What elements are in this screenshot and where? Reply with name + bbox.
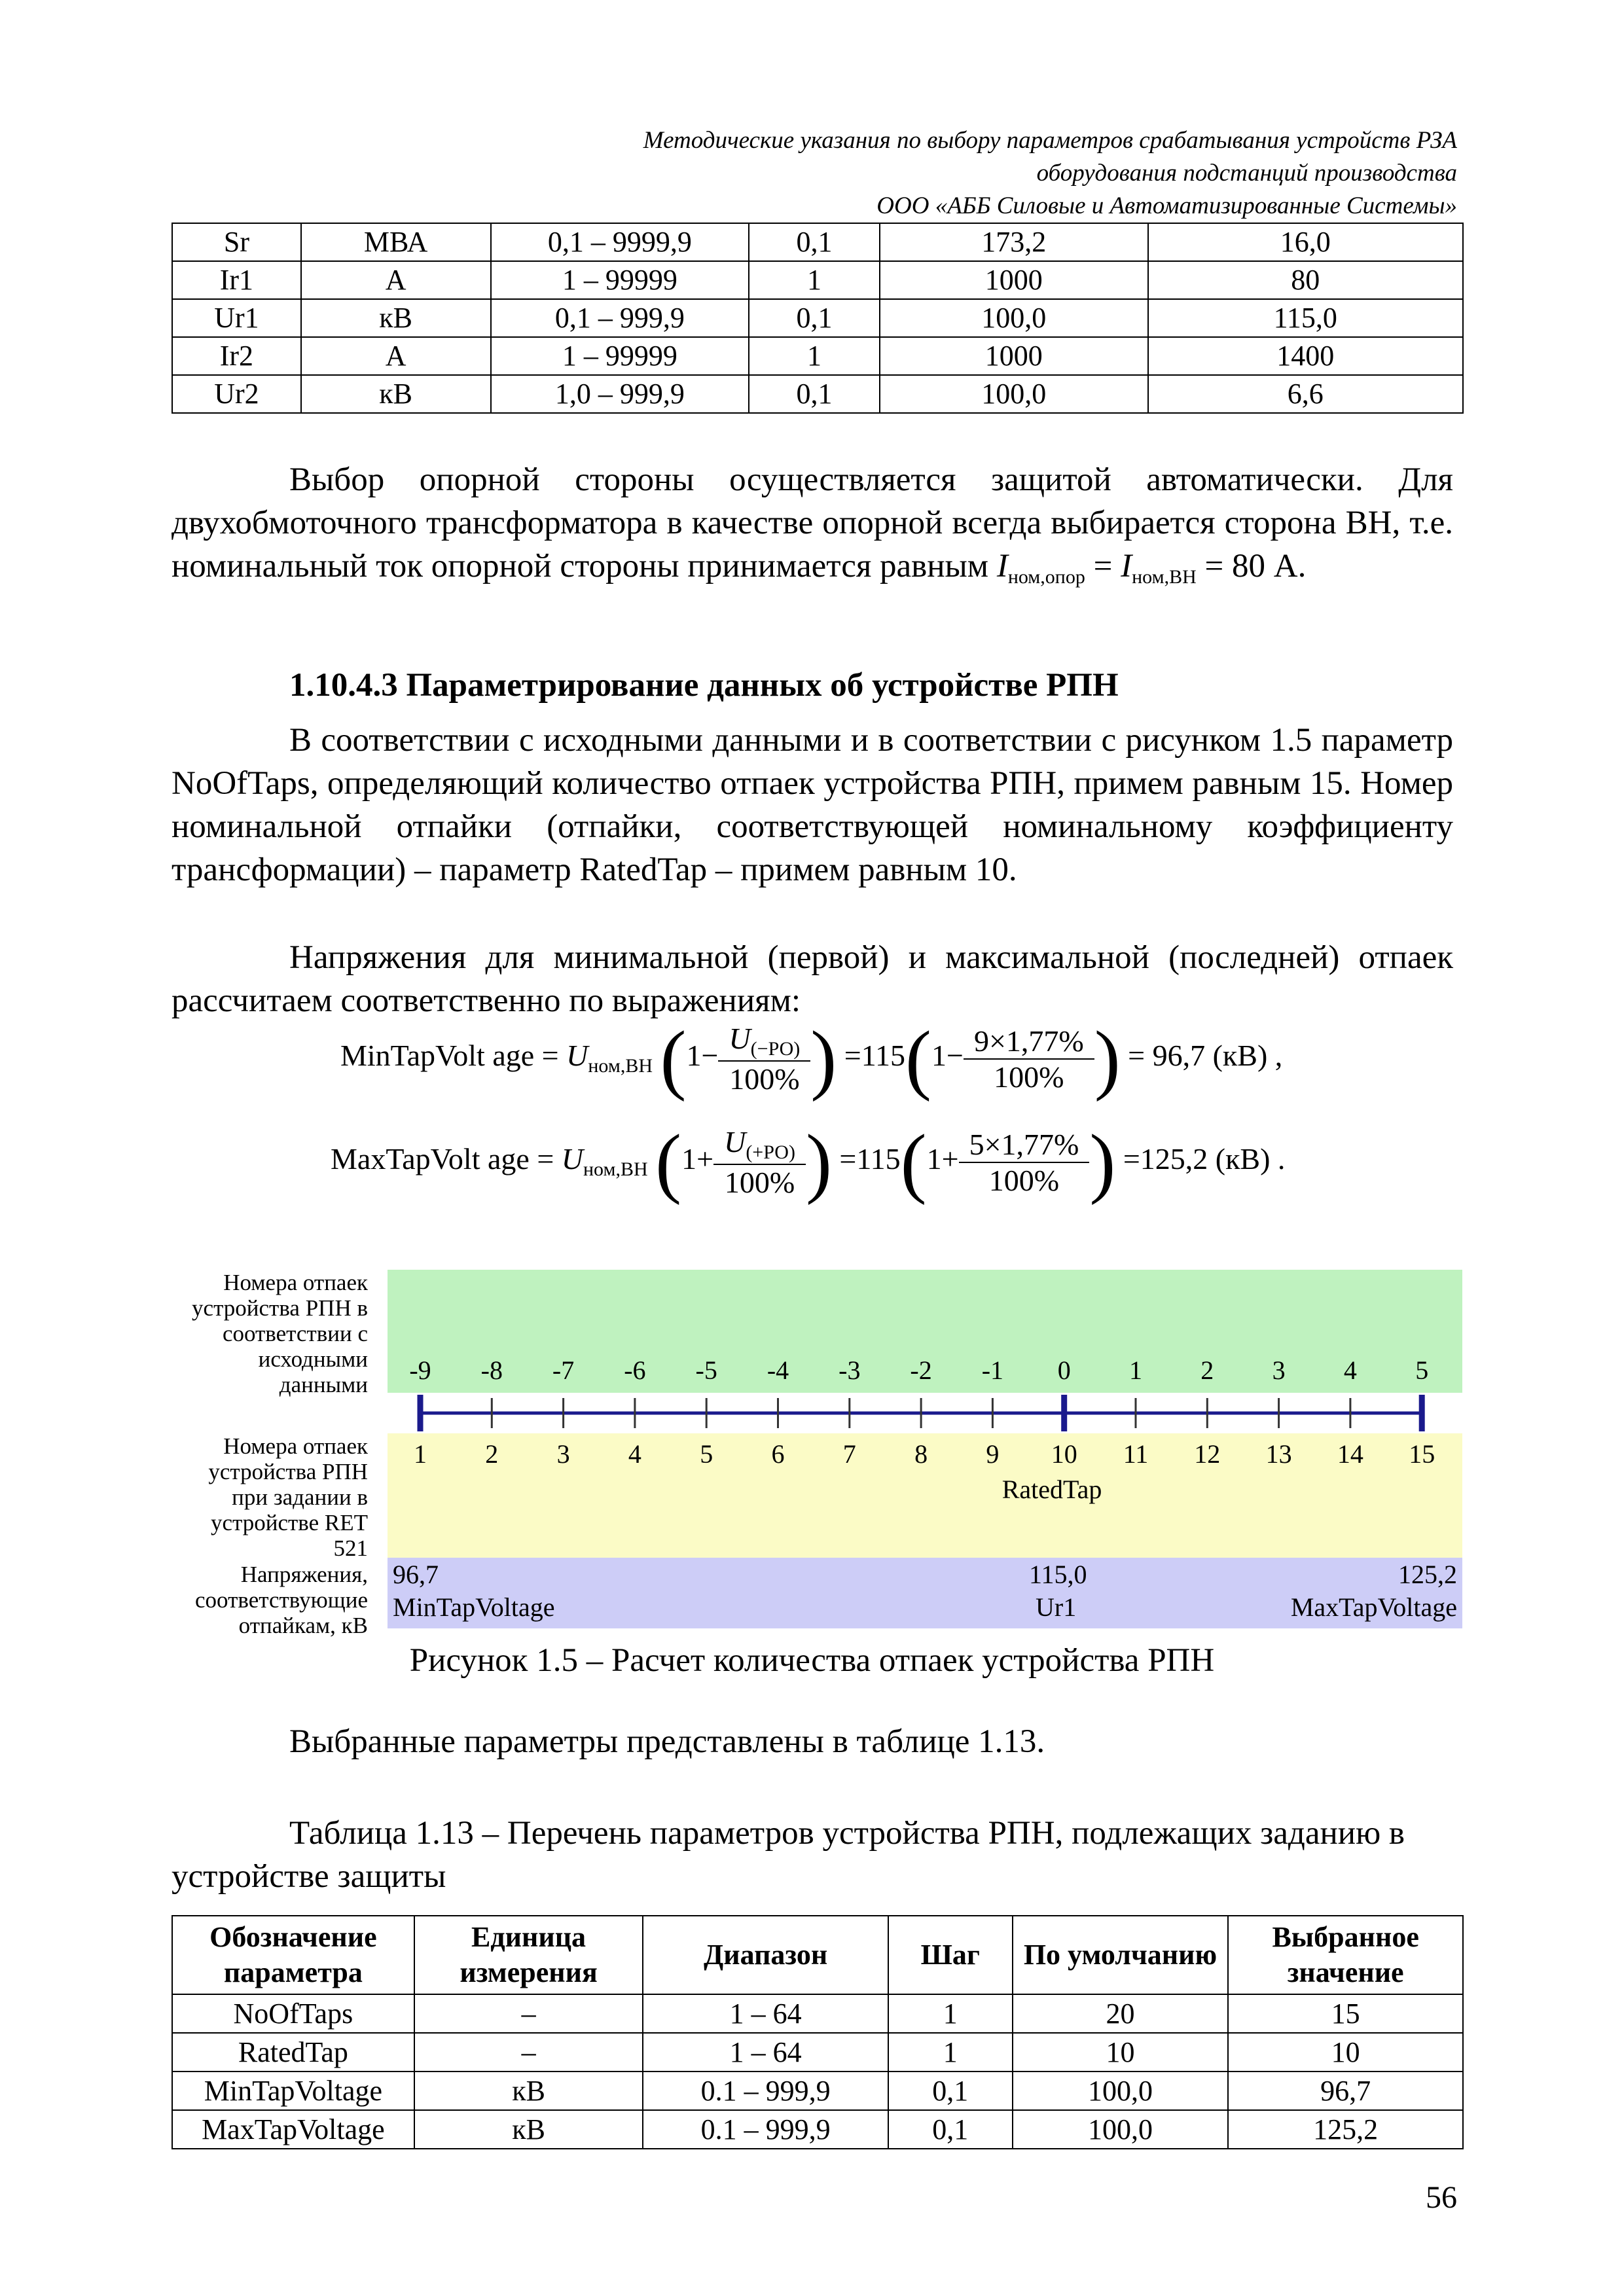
formula-subscript: ном,опор [1007, 566, 1085, 588]
formula-fraction [959, 1127, 1090, 1198]
source-tap-number: -5 [695, 1355, 717, 1385]
table-cell: Ur2 [172, 375, 301, 413]
transformer-parameters-table [171, 223, 1464, 414]
table-cell: 20 [1013, 1994, 1229, 2033]
v-min-value: 96,7 [393, 1560, 439, 1589]
column-header: Диапазон [643, 1916, 888, 1994]
device-tap-number: 9 [986, 1439, 1000, 1469]
table-cell: MaxTapVoltage [172, 2110, 414, 2149]
table-row [172, 223, 1463, 261]
band-tap-voltages [388, 1558, 1462, 1628]
table-cell: 115,0 [1148, 299, 1464, 337]
table-cell: 0,1 – 999,9 [491, 299, 749, 337]
formula-u: U [566, 1039, 588, 1073]
running-header [643, 124, 1457, 223]
table-cell: 80 [1148, 261, 1464, 299]
table-cell: А [301, 337, 491, 375]
paren-open: ( [655, 1118, 682, 1206]
table-cell: Ir2 [172, 337, 301, 375]
device-tap-number: 3 [556, 1439, 570, 1469]
table-cell: 1 [749, 261, 880, 299]
section-title: 1.10.4.3 Параметрирование данных об устройстве РПН [289, 667, 1119, 704]
device-tap-number: 12 [1194, 1439, 1221, 1469]
fraction-num: 5×1,77% [959, 1127, 1090, 1163]
formula-one2: 1+ [926, 1142, 959, 1176]
source-tap-number: -3 [839, 1355, 861, 1385]
table-cell: 1000 [880, 261, 1148, 299]
label-source-taps: Номера отпаек устройства РПН в соответствии с исходными данными [192, 1270, 368, 1397]
device-tap-number: 4 [628, 1439, 641, 1469]
source-tap-number: -1 [981, 1355, 1004, 1385]
device-tap-number: 8 [914, 1439, 928, 1469]
formula-min-tap-voltage [340, 1014, 1283, 1102]
paragraph-reference-side [171, 458, 1453, 599]
table-cell: NoOfTaps [172, 1994, 414, 2033]
device-tap-number: 14 [1337, 1439, 1363, 1469]
formula-u-sub: ном,ВН [588, 1055, 653, 1077]
source-tap-number: 1 [1129, 1355, 1142, 1385]
table-cell: 1 – 64 [643, 1994, 888, 2033]
table-cell: MinTapVoltage [172, 2072, 414, 2110]
table-caption: Таблица 1.13 – Перечень параметров устройства РПН, подлежащих заданию в устройстве защиты [171, 1815, 1405, 1895]
formula-fraction [718, 1021, 810, 1096]
fraction-num: 9×1,77% [964, 1024, 1094, 1060]
v-max-label: MaxTapVoltage [1290, 1592, 1457, 1622]
formula-fraction [713, 1124, 806, 1200]
paren-close: ) [1094, 1014, 1121, 1102]
formula-symbol: I [996, 548, 1008, 584]
table-row [172, 2110, 1463, 2149]
header-line-3: ООО «АББ Силовые и Автоматизированные Системы» [876, 192, 1457, 219]
table-cell: 0.1 – 999,9 [643, 2072, 888, 2110]
fraction-den: 100% [988, 1163, 1060, 1197]
table-row [172, 2033, 1463, 2072]
band-source-taps [388, 1270, 1462, 1393]
table-cell: 0,1 [888, 2110, 1013, 2149]
table-cell: 0,1 [749, 299, 880, 337]
table-cell: 0,1 [888, 2072, 1013, 2110]
source-tap-number: -7 [552, 1355, 575, 1385]
paren-open: ( [905, 1014, 931, 1102]
paren-open: ( [660, 1014, 687, 1102]
table-cell: – [414, 1994, 643, 2033]
column-header: Шаг [888, 1916, 1013, 1994]
formula-u-sub: ном,ВН [583, 1158, 648, 1181]
source-tap-number: -6 [624, 1355, 646, 1385]
formula-lhs: MinTapVolt age [340, 1039, 535, 1073]
table-row [172, 375, 1463, 413]
formula-one2: 1− [931, 1039, 964, 1073]
page-number: 56 [1426, 2180, 1457, 2215]
table-cell: 173,2 [880, 223, 1148, 261]
source-tap-number: 4 [1343, 1355, 1357, 1385]
paren-open: ( [900, 1118, 927, 1206]
paren-close: ) [810, 1014, 837, 1102]
table-cell: 10 [1013, 2033, 1229, 2072]
fraction-u-sub: (−РО) [750, 1038, 801, 1060]
paragraph-selected-params: Выбранные параметры представлены в таблице 1.13. [289, 1723, 1045, 1760]
formula-u: U [561, 1142, 583, 1176]
source-tap-number: -9 [409, 1355, 431, 1385]
figure-caption: Рисунок 1.5 – Расчет количества отпаек устройства РПН [409, 1642, 1215, 1679]
formula-tail: = 80 А. [1196, 548, 1307, 584]
source-tap-number: 5 [1415, 1355, 1429, 1385]
label-device-taps: Номера отпаек устройства РПН при задании в устройстве RET 521 [208, 1433, 368, 1561]
device-tap-number: 11 [1123, 1439, 1149, 1469]
header-line-1: Методические указания по выбору параметров срабатывания устройств РЗА [643, 127, 1457, 154]
source-tap-number: 3 [1272, 1355, 1286, 1385]
table-cell: 0,1 [749, 223, 880, 261]
table-cell: 1,0 – 999,9 [491, 375, 749, 413]
table-cell: кВ [414, 2110, 643, 2149]
device-tap-number: 5 [700, 1439, 713, 1469]
device-tap-number: 15 [1409, 1439, 1435, 1469]
table-cell: 1 [888, 1994, 1013, 2033]
paragraph-voltages-intro: Напряжения для минимальной (первой) и максимальной (последней) отпаек рассчитаем соответственно по выражениям: [171, 939, 1453, 1019]
paragraph-tap-count: В соответствии с исходными данными и в соответствии с рисунком 1.5 параметр NoOfTaps, определяющий количество отпаек устройства РПН, примем равным 15. Номер номинальной отпайки (отпайки, соответствующей номинальному коэффициенту трансформации) – параметр RatedTap – примем равным 10. [171, 722, 1453, 888]
table-cell: А [301, 261, 491, 299]
formula-max-tap-voltage [331, 1118, 1286, 1206]
table-cell: МВА [301, 223, 491, 261]
band-device-taps [388, 1433, 1462, 1558]
table-cell: 1400 [1148, 337, 1464, 375]
v-max-value: 125,2 [1398, 1560, 1457, 1589]
table-cell: 100,0 [1013, 2110, 1229, 2149]
table-row [172, 261, 1463, 299]
device-tap-number: 6 [771, 1439, 785, 1469]
table-row [172, 1994, 1463, 2033]
formula-eq: = [541, 1039, 559, 1073]
device-tap-number: 1 [414, 1439, 427, 1469]
column-header: Выбранное значение [1228, 1916, 1463, 1994]
table-cell: RatedTap [172, 2033, 414, 2072]
table-cell: 1000 [880, 337, 1148, 375]
table-cell: 6,6 [1148, 375, 1464, 413]
table-header-row [172, 1916, 1463, 1994]
source-tap-number: -8 [480, 1355, 503, 1385]
table-cell: 1 – 99999 [491, 337, 749, 375]
v-rated-value: 115,0 [1029, 1560, 1087, 1589]
fraction-den: 100% [724, 1166, 795, 1199]
tap-axis [388, 1393, 1462, 1433]
paren-close: ) [1089, 1118, 1116, 1206]
formula-result: =125,2 (кВ) . [1123, 1142, 1286, 1176]
column-header: По умолчанию [1013, 1916, 1229, 1994]
table-cell: 0.1 – 999,9 [643, 2110, 888, 2149]
formula-eq2: =115 [839, 1142, 901, 1176]
tap-changer-parameters-table [171, 1915, 1464, 2149]
table-cell: 100,0 [880, 299, 1148, 337]
source-tap-number: 2 [1200, 1355, 1214, 1385]
source-tap-number: 0 [1057, 1355, 1071, 1385]
column-header: Обозначение параметра [172, 1916, 414, 1994]
fraction-den: 100% [994, 1060, 1064, 1094]
v-min-label: MinTapVoltage [393, 1592, 555, 1622]
table-cell: кВ [301, 299, 491, 337]
table-cell: Ur1 [172, 299, 301, 337]
table-cell: Ir1 [172, 261, 301, 299]
table-cell: 1 [749, 337, 880, 375]
formula-subscript: ном,ВН [1132, 566, 1197, 588]
table-cell: кВ [414, 2072, 643, 2110]
table-row [172, 299, 1463, 337]
table-cell: 125,2 [1228, 2110, 1463, 2149]
table-cell: Sr [172, 223, 301, 261]
formula-fraction [964, 1024, 1094, 1094]
fraction-u: U [729, 1022, 751, 1055]
formula-eq2: =115 [844, 1039, 906, 1073]
table-row [172, 2072, 1463, 2110]
header-line-2: оборудования подстанций производства [1036, 160, 1457, 187]
table-cell: 1 – 64 [643, 2033, 888, 2072]
table-cell: 0,1 [749, 375, 880, 413]
formula-eq: = [537, 1142, 554, 1176]
table-cell: 1 [888, 2033, 1013, 2072]
device-tap-number: 7 [842, 1439, 856, 1469]
device-tap-number: 10 [1051, 1439, 1077, 1469]
fraction-u: U [724, 1125, 746, 1158]
paragraph-text: Выбор опорной стороны осуществляется защитой автоматически. Для двухобмоточного трансформатора в качестве опорной всегда выбирается сторона ВН, т.е. номинальный ток опорной стороны принимается равным [171, 461, 1453, 584]
source-tap-number: -4 [767, 1355, 789, 1385]
table-cell: – [414, 2033, 643, 2072]
paren-close: ) [805, 1118, 832, 1206]
formula-one: 1− [686, 1039, 719, 1073]
formula-lhs: MaxTapVolt age [331, 1142, 530, 1176]
table-row [172, 337, 1463, 375]
table-cell: 1 – 99999 [491, 261, 749, 299]
fraction-den: 100% [729, 1062, 800, 1096]
fraction-u-sub: (+РО) [746, 1141, 795, 1163]
device-tap-number: 2 [485, 1439, 499, 1469]
table-cell: 96,7 [1228, 2072, 1463, 2110]
table-cell: 10 [1228, 2033, 1463, 2072]
device-tap-number: 13 [1265, 1439, 1292, 1469]
formula-result: = 96,7 (кВ) , [1128, 1039, 1283, 1073]
table-cell: 16,0 [1148, 223, 1464, 261]
source-tap-number: -2 [910, 1355, 932, 1385]
formula-symbol: I [1121, 548, 1132, 584]
formula-equals: = [1085, 548, 1121, 584]
label-tap-voltages: Напряжения, соответствующие отпайкам, кВ [195, 1562, 368, 1638]
table-cell: 15 [1228, 1994, 1463, 2033]
table-cell: 100,0 [880, 375, 1148, 413]
table-cell: 100,0 [1013, 2072, 1229, 2110]
table-cell: кВ [301, 375, 491, 413]
formula-one: 1+ [681, 1142, 714, 1176]
table-cell: 0,1 – 9999,9 [491, 223, 749, 261]
column-header: Единица измерения [414, 1916, 643, 1994]
rated-tap-label: RatedTap [1001, 1475, 1102, 1504]
v-rated-label: Ur1 [1036, 1592, 1077, 1622]
